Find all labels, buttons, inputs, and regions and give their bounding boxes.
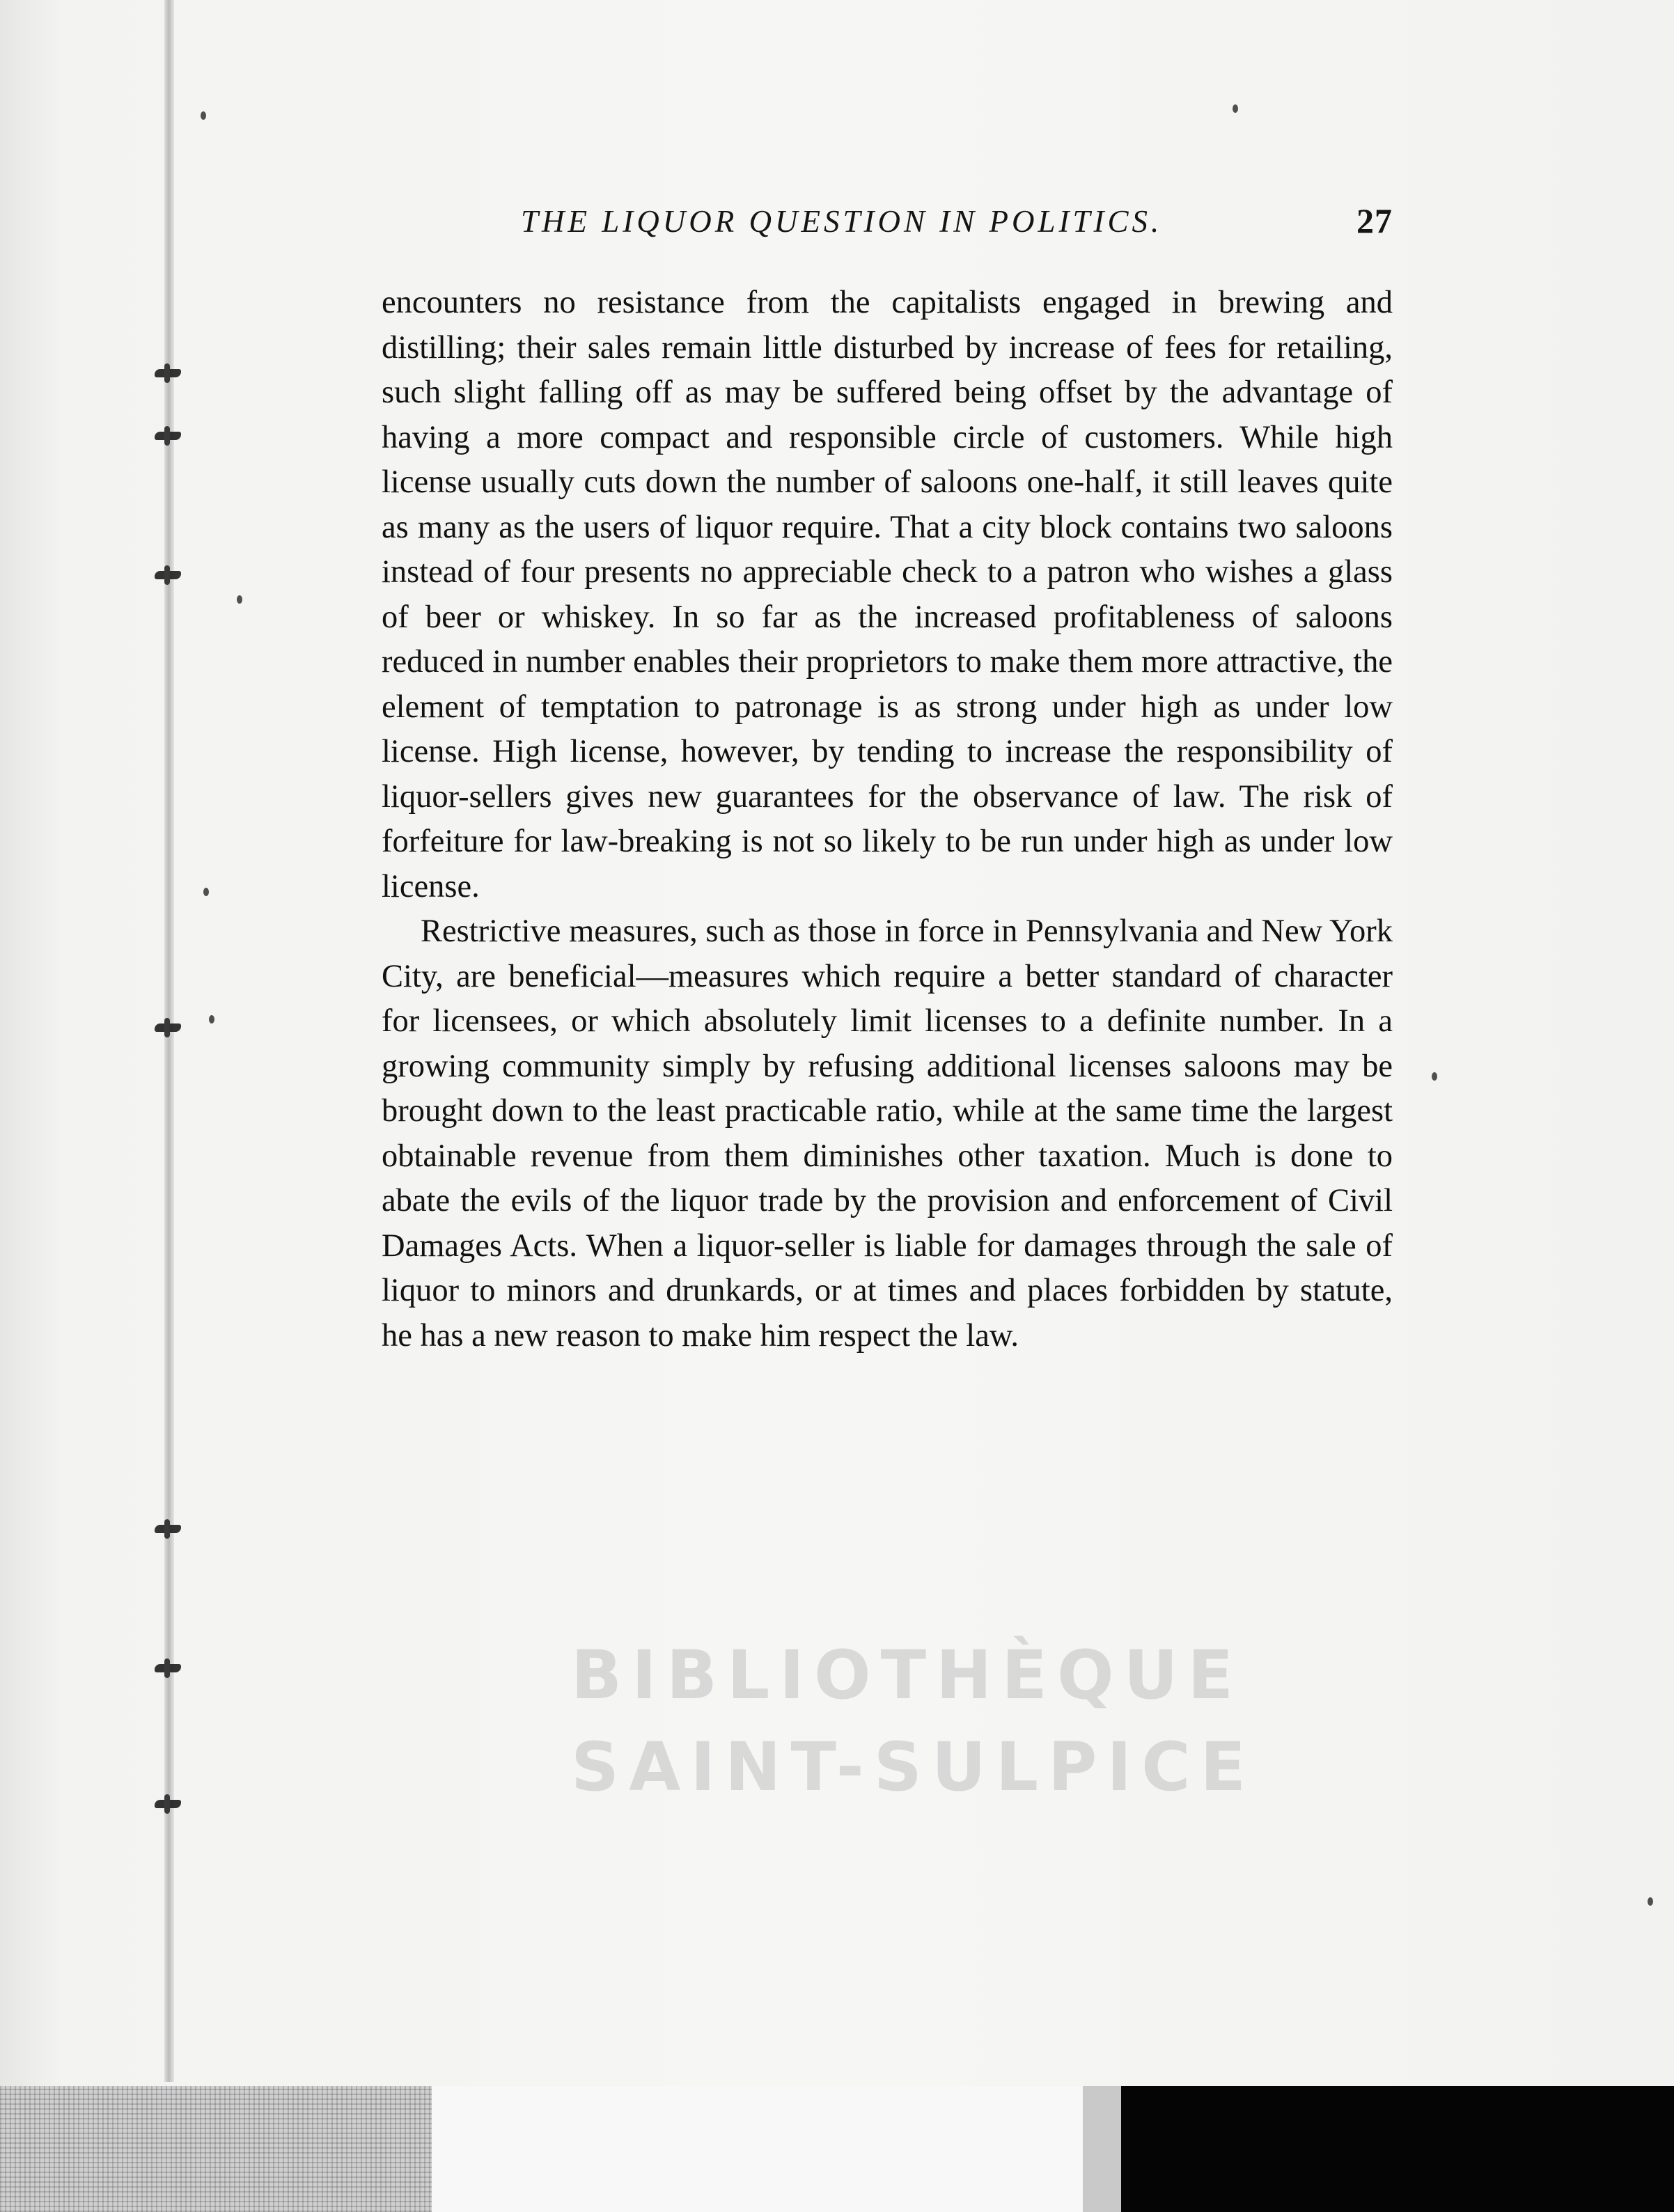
scan-speck	[203, 888, 209, 896]
stamp-line-2: SAINT-SULPICE	[571, 1728, 1256, 1806]
binding-stitch	[155, 1800, 181, 1808]
book-binding-edge	[164, 0, 174, 2082]
library-stamp	[571, 1629, 1256, 1838]
binding-stitch	[155, 1023, 181, 1032]
running-header	[521, 203, 1405, 242]
binding-stitch	[155, 369, 181, 377]
binding-stitch	[155, 1664, 181, 1672]
scan-speck	[1233, 104, 1238, 113]
scan-speck	[209, 1015, 214, 1023]
paragraph-continued: encounters no resistance from the capitalists engaged in brewing and distilling; their sales remain little disturbed by increase of fees for retailing, such slight falling off as may be suffered being offset by the advantage of having a more compact and responsible circle of customers. While high license usually cuts down the number of saloons one-half, it still leaves quite as many as the users of liquor require. That a city block contains two saloons instead of four presents no appreciable check to a patron who wishes a glass of beer or whiskey. In so far as the increased profitableness of saloons reduced in number enables their proprietors to make them more attractive, the element of temptation to patronage is as strong under high as under low license. High license, however, by tending to increase the responsibility of liquor-sellers gives new guarantees for the observance of law. The risk of forfeiture for law-breaking is not so likely to be run under high as under low license.	[382, 285, 1393, 904]
white-paper-strip	[432, 2086, 1083, 2212]
black-background-strip	[1121, 2086, 1674, 2212]
running-title: THE LIQUOR QUESTION IN POLITICS.	[521, 204, 1163, 239]
binding-stitch	[155, 432, 181, 440]
stamp-line-1: BIBLIOTHÈQUE	[571, 1636, 1244, 1714]
scan-bottom-strip	[0, 2086, 1674, 2212]
body-text	[382, 281, 1393, 1358]
binding-stitch	[155, 571, 181, 579]
scan-speck	[1648, 1897, 1653, 1906]
page-number: 27	[1356, 201, 1393, 240]
gray-paper-strip	[1083, 2086, 1121, 2212]
binding-stitch	[155, 1525, 181, 1533]
scan-speck	[201, 111, 206, 120]
scan-speck	[237, 595, 242, 604]
cloth-texture-strip	[0, 2086, 432, 2212]
paragraph-restrictive-measures: Restrictive measures, such as those in force in Pennsylvania and New York City, are beneficial—measures which require a better standard of character for licensees, or which absolutely limit licenses to a definite number. In a growing community simply by refusing additional licenses saloons may be brought down to the least practicable ratio, while at the same time the largest obtainable revenue from them diminishes other taxation. Much is done to abate the evils of the liquor trade by the provision and enforcement of Civil Damages Acts. When a liquor-seller is liable for damages through the sale of liquor to minors and drunkards, or at times and places forbidden by statute, he has a new reason to make him respect the law.	[382, 913, 1393, 1354]
scan-speck	[1432, 1072, 1437, 1081]
